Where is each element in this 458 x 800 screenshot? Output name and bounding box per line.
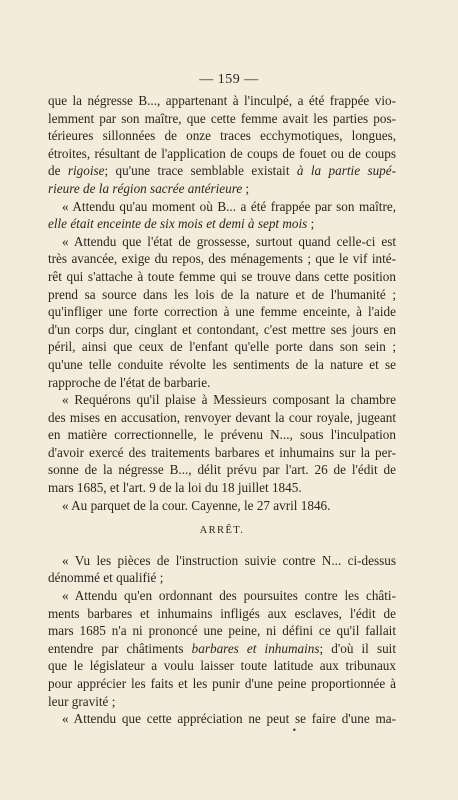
text-line: elle était enceinte de six mois et demi à sept mois ; xyxy=(48,216,315,232)
text-line: « Requérons qu'il plaise à Messieurs composant la chambre xyxy=(62,392,396,408)
text-line: rieure de la région sacrée antérieure ; xyxy=(48,180,250,196)
text-line: dénommé et qualifié ; xyxy=(48,570,164,586)
text-line: entendre par châtiments barbares et inhumains; d'où il suit xyxy=(48,640,396,656)
text-line: de rigoise; qu'une trace semblable existait à la partie supé- xyxy=(48,163,396,179)
text-line: térieures sillonnées de onze traces ecchymotiques, longues, xyxy=(48,128,396,144)
text-line: « Attendu que cette appréciation ne peut se faire d'une ma- xyxy=(62,711,396,727)
body-text xyxy=(48,92,396,728)
text-line: « Au parquet de la cour. Cayenne, le 27 avril 1846. xyxy=(62,497,331,513)
text-line: que le législateur a voulu laisser toute latitude aux tribunaux xyxy=(48,658,396,674)
text-line: « Attendu qu'au moment où B... a été frappée par son maître, xyxy=(62,198,396,214)
text-line: lemment par son maître, que cette femme avait les parties pos- xyxy=(48,110,396,126)
text-line: « Attendu qu'en ordonnant des poursuites contre les châti- xyxy=(62,588,396,604)
text-line: mars 1685, et l'art. 9 de la loi du 18 juillet 1845. xyxy=(48,480,302,496)
text-line: rêt qui s'attache à toute femme qui se trouve dans cette position xyxy=(48,268,396,284)
text-line: sonne de la négresse B..., délit prévu par l'art. 26 de l'édit de xyxy=(48,462,396,478)
text-line: en matière correctionnelle, le prévenu N..., sous l'inculpation xyxy=(48,427,396,443)
section-heading: ARRÊT. xyxy=(199,525,245,537)
text-line: « Vu les pièces de l'instruction suivie contre N... ci-dessus xyxy=(62,552,396,568)
text-line: ments barbares et inhumains infligés aux esclaves, l'édit de xyxy=(48,605,396,621)
text-line: qu'une telle conduite révolte les sentiments de la nature et se xyxy=(48,356,396,372)
text-line: leur gravité ; xyxy=(48,693,116,709)
page-number: — 159 — xyxy=(199,72,259,87)
text-line: « Attendu que l'état de grossesse, surtout quand celle-ci est xyxy=(62,233,396,249)
text-line: rapproche de l'état de barbarie. xyxy=(48,374,211,390)
text-line: qu'infliger une forte correction à une femme enceinte, à l'aide xyxy=(48,304,396,320)
text-line: des mises en accusation, renvoyer devant la cour royale, jugeant xyxy=(48,409,396,425)
text-line: étroites, résultant de l'application de coups de fouet ou de coups xyxy=(48,145,396,161)
text-line: que la négresse B..., appartenant à l'inculpé, a été frappée vio- xyxy=(48,93,396,108)
text-line: mars 1685 n'a ni prononcé une peine, ni défini ce qu'il fallait xyxy=(48,623,396,639)
text-line: prend sa source dans les lois de la nature et de l'humanité ; xyxy=(48,286,396,302)
text-line: d'avoir exercé des traitements barbares et inhumains sur la per- xyxy=(48,444,396,460)
text-line: pour apprécier les faits et les punir d'une peine proportionnée à xyxy=(48,676,396,691)
ink-dot-mark: • xyxy=(292,726,297,735)
text-line: très avancée, exige du repos, des ménagements ; que le vif inté- xyxy=(48,251,396,267)
text-line: d'un corps dur, cinglant et contondant, c'est mettre ses jours en xyxy=(48,321,396,337)
text-line: péril, ainsi que ceux de l'enfant qu'elle porte dans son sein ; xyxy=(48,339,396,355)
